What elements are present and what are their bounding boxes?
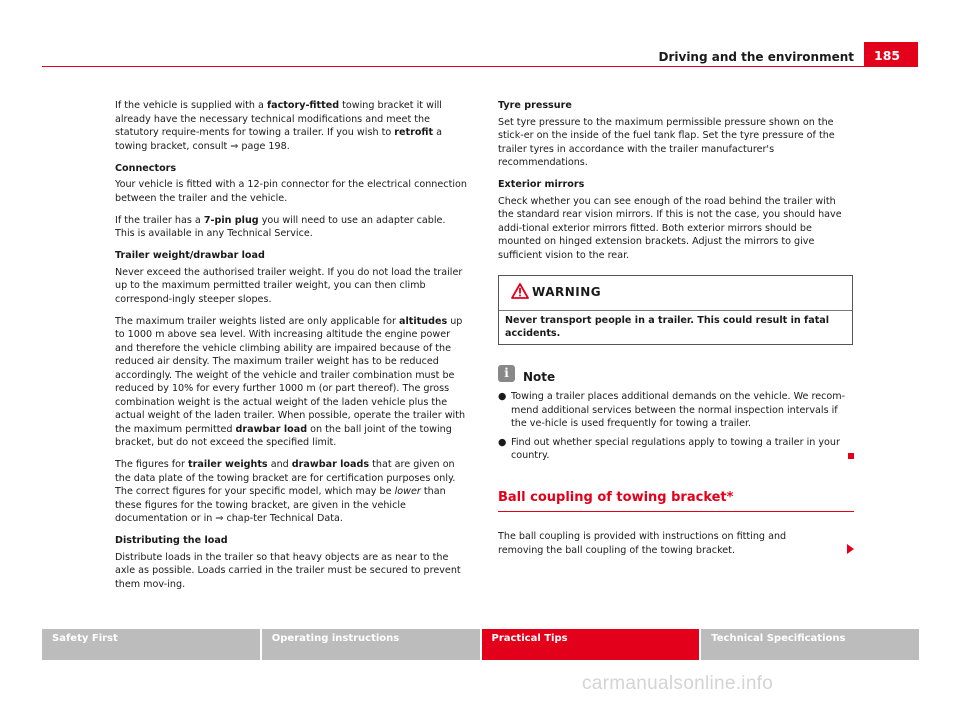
paragraph-connector: Your vehicle is fitted with a 12-pin connector for the electrical connection between the trailer and the vehicle. <box>115 179 467 204</box>
heading-tyre-pressure: Tyre pressure <box>498 100 572 111</box>
warning-title: WARNING <box>532 285 602 299</box>
section-title: Ball coupling of towing bracket* <box>498 491 854 513</box>
warning-header <box>499 276 852 311</box>
note-item <box>498 390 854 431</box>
paragraph-exterior-mirrors: Check whether you can see enough of the road behind the trailer with the standard rear vision mirrors. If this is not the case, you should have addi-tional exterior mirrors fitted. Both exterior mirrors should be mounted on hinged extension brackets. Adjust the mirrors to give sufficient vision to the rear. <box>498 195 842 261</box>
warning-triangle-icon <box>511 283 529 299</box>
heading-connectors: Connectors <box>115 162 177 174</box>
paragraph-tyre-pressure: Set tyre pressure to the maximum permissible pressure shown on the stick-er on the inside of the fuel tank flap. Set the tyre pressure of the trailer tyres in accordance with the trailer manufacturer's recommendations. <box>498 116 835 168</box>
right-column <box>498 99 854 557</box>
note-icon: i <box>498 365 515 382</box>
footer-nav <box>42 629 919 660</box>
note-item-text: Towing a trailer places additional demands on the vehicle. We recom-mend additional services between the normal inspection intervals if the ve-hicle is used frequently for towing a trailer. <box>511 391 846 429</box>
note-item <box>498 436 854 463</box>
note-box <box>498 365 854 463</box>
header-rule <box>42 66 918 67</box>
heading-exterior-mirrors: Exterior mirrors <box>498 179 585 190</box>
footer-tab-practical-tips[interactable]: Practical Tips <box>482 629 700 660</box>
bullet-icon: ● <box>498 436 507 448</box>
footer-tab-operating-instructions[interactable]: Operating instructions <box>262 629 480 660</box>
end-of-section-icon <box>848 453 854 459</box>
note-list <box>498 390 854 463</box>
page-header-title: Driving and the environment <box>658 50 854 64</box>
paragraph-distributing-load: Distribute loads in the trailer so that heavy objects are as near to the axle as possible. Loads carried in the trailer must be secured to prevent them mov-ing. <box>115 551 461 590</box>
heading-distributing-load: Distributing the load <box>115 535 228 546</box>
left-column <box>115 99 467 600</box>
section-ball-coupling <box>498 491 854 558</box>
section-body-text: The ball coupling is provided with instructions on fitting and removing the ball coupling of the towing bracket. <box>498 531 787 556</box>
footer-tab-safety-first[interactable]: Safety First <box>42 629 260 660</box>
section-body <box>498 530 854 557</box>
watermark: carmanualsonline.info <box>582 673 774 694</box>
note-item-text: Find out whether special regulations apply to towing a trailer in your country. <box>511 436 840 461</box>
warning-text: Never transport people in a trailer. This could result in fatal accidents. <box>505 315 830 339</box>
note-title: Note <box>523 370 556 384</box>
paragraph-7-pin-plug: If the trailer has a 7-pin plug you will need to use an adapter cable. This is available in any Technical Service. <box>115 214 446 239</box>
heading-trailer-weight: Trailer weight/drawbar load <box>115 250 265 261</box>
paragraph-altitudes: The maximum trailer weights listed are only applicable for altitudes up to 1000 m above sea level. With increasing altitude the engine power and therefore the vehicle climbing ability are impaired because of the reduced air density. The maximum trailer weight has to be reduced accordingly. The weight of the vehicle and trailer combination must be reduced by 10% for every further 1000 m (or part thereof). The gross combination weight is the actual weight of the laden vehicle plus the actual weight of the laden trailer. When possible, operate the trailer with the maximum permitted drawbar load on the ball joint of the towing bracket, but do not exceed the specified limit. <box>115 315 466 448</box>
bullet-icon: ● <box>498 391 507 402</box>
footer-tab-technical-specifications[interactable]: Technical Specifications <box>701 629 919 660</box>
page-number: 185 <box>864 42 918 66</box>
warning-box <box>498 275 853 345</box>
paragraph-trailer-weight: Never exceed the authorised trailer weight. If you do not load the trailer up to the maximum permitted trailer weight, you can then climb correspond-ingly steeper slopes. <box>115 266 463 305</box>
paragraph-factory-fitted: If the vehicle is supplied with a factory-fitted towing bracket it will already have the necessary technical modifications and meet the statutory require-ments for towing a trailer. If you wish to retrofit a towing bracket, consult ⇒ page 198. <box>115 100 443 152</box>
arrow-right-icon <box>847 544 854 554</box>
paragraph-figures: The figures for trailer weights and drawbar loads that are given on the data plate of the towing bracket are for certification purposes only. The correct figures for your specific model, which may be lower than these figures for the towing bracket, are given in the vehicle documentation or in ⇒ chap-ter Technical Data. <box>115 459 456 524</box>
